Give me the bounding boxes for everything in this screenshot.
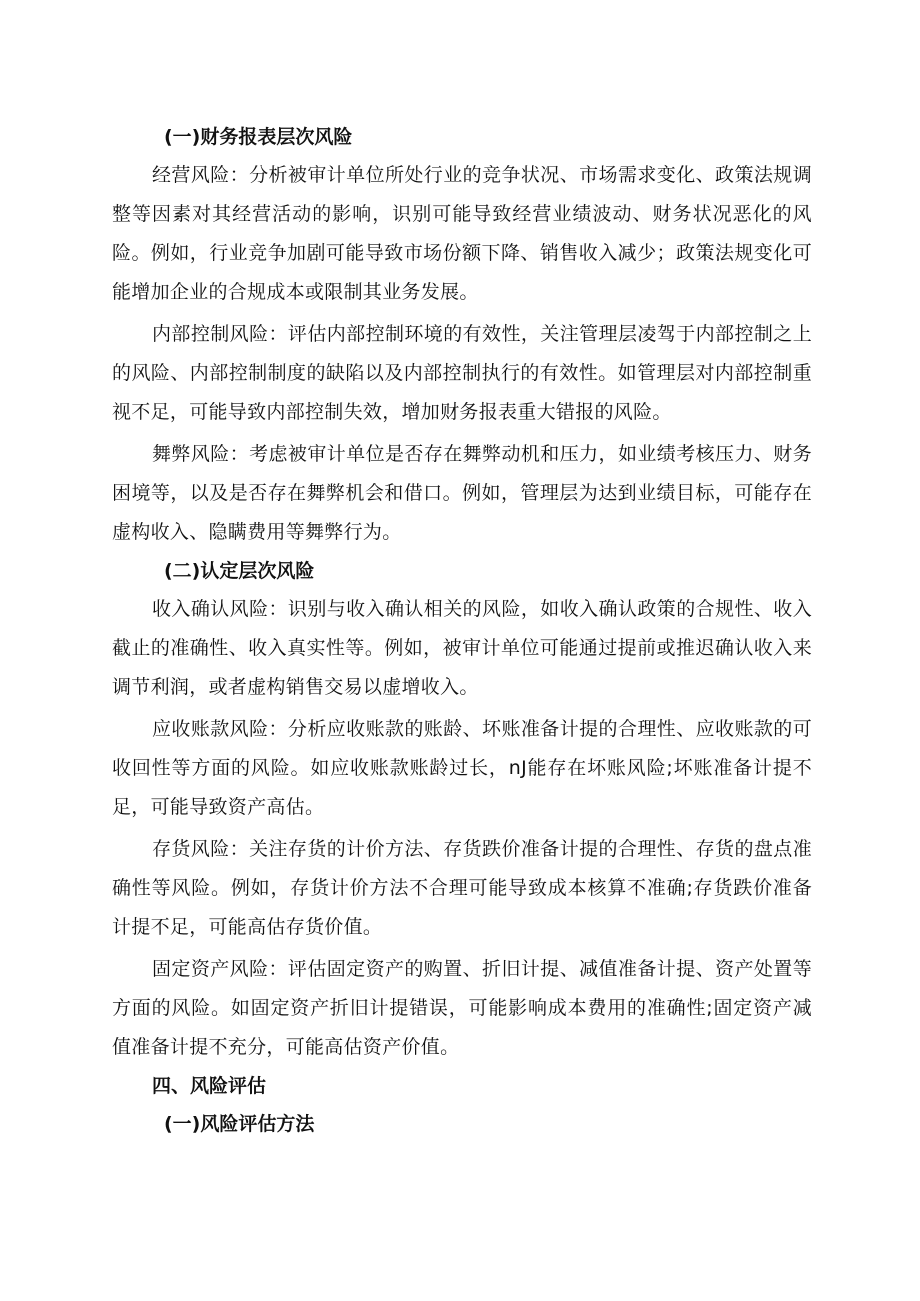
- chapter-heading-risk-assessment: 四、风险评估: [152, 1075, 267, 1097]
- section-heading-assertion-level: (二)认定层次风险: [164, 560, 315, 582]
- paragraph-internal-control-risk: 内部控制风险：评估内部控制环境的有效性，关注管理层凌驾于内部控制之上的风险、内部控制制度的缺陷以及内部控制执行的有效性。如管理层对内部控制重视不足，可能导致内部控制失效，增加财务报表重大错报的风险。: [112, 323, 812, 423]
- paragraph-fixed-assets-risk: 固定资产风险：评估固定资产的购置、折旧计提、减值准备计提、资产处置等方面的风险。如固定资产折旧计提错误，可能影响成本费用的准确性;固定资产减值准备计提不充分，可能高估资产价值。: [112, 958, 812, 1058]
- document-body: [112, 118, 812, 1143]
- section-heading-financial-statement-level: (一)财务报表层次风险: [164, 126, 353, 148]
- paragraph-fraud-risk: 舞弊风险：考虑被审计单位是否存在舞弊动机和压力，如业绩考核压力、财务困境等，以及是否存在舞弊机会和借口。例如，管理层为达到业绩目标，可能存在虚构收入、隐瞒费用等舞弊行为。: [112, 443, 812, 543]
- paragraph-operating-risk: 经营风险：分析被审计单位所处行业的竞争状况、市场需求变化、政策法规调整等因素对其经营活动的影响，识别可能导致经营业绩波动、财务状况恶化的风险。例如，行业竞争加剧可能导致市场份额下降、销售收入减少；政策法规变化可能增加企业的合规成本或限制其业务发展。: [112, 164, 812, 303]
- paragraph-receivables-risk: 应收账款风险：分析应收账款的账龄、坏账准备计提的合理性、应收账款的可收回性等方面的风险。如应收账款账龄过长，nJ能存在坏账风险;坏账准备计提不足，可能导致资产高估。: [112, 718, 812, 818]
- paragraph-inventory-risk: 存货风险：关注存货的计价方法、存货跌价准备计提的合理性、存货的盘点准确性等风险。例如，存货计价方法不合理可能导致成本核算不准确;存货跌价准备计提不足，可能高估存货价值。: [112, 838, 812, 938]
- paragraph-revenue-recognition-risk: 收入确认风险：识别与收入确认相关的风险，如收入确认政策的合规性、收入截止的准确性、收入真实性等。例如，被审计单位可能通过提前或推迟确认收入来调节利润，或者虚构销售交易以虚增收入。: [112, 598, 812, 698]
- section-heading-assessment-methods: (一)风险评估方法: [164, 1113, 315, 1135]
